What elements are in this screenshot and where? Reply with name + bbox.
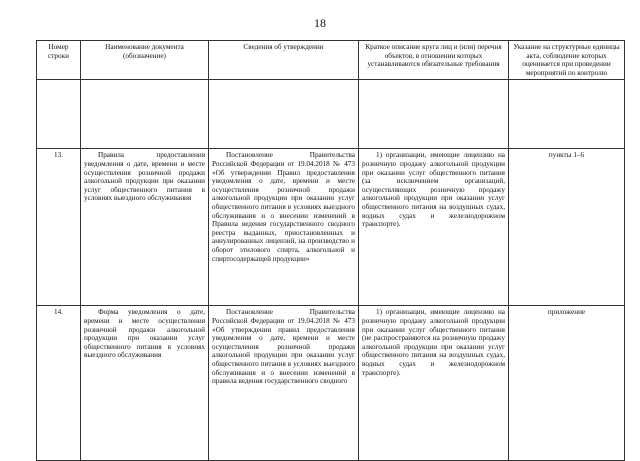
page-number: 18: [314, 16, 326, 30]
header-structural-units: Указание на структурные единицы акта, соблюдение которых оценивается при проведении мероприятий по контролю: [509, 41, 625, 80]
row-number: 14.: [37, 306, 81, 461]
approval-info: [209, 149, 359, 306]
spacer-cell: [81, 80, 209, 149]
header-approval-info: Сведения об утверждении: [209, 41, 359, 80]
row-number: 13.: [37, 149, 81, 306]
spacer-cell: [359, 80, 509, 149]
regulation-table: [36, 40, 625, 461]
document-name: [81, 306, 209, 461]
scope-description-text: 1) организации, имеющие лицензию на розничную продажу алкогольной продукции при оказании услуг общественного питания (не распространяются на розничную продажу алкогольной продукции при оказании услуг общественного питания на воздушных судах, водных судах и железнодорожном транспорте).: [362, 308, 505, 377]
spacer-cell: [37, 80, 81, 149]
header-row-number: Номер строки: [37, 41, 81, 80]
document-name: [81, 149, 209, 306]
scope-description-text: 1) организации, имеющие лицензию на розничную продажу алкогольной продукции при оказании услуг общественного питания (за исключением организаций, осуществляющих розничную продажу алкогольной продукции при оказании услуг общественного питания на воздушных судах, водных судах и железнодорожном транспорте).: [362, 151, 505, 229]
structural-units: пункты 1–6: [509, 149, 625, 306]
header-document-name: Наименование документа (обозначение): [81, 41, 209, 80]
scope-description: [359, 149, 509, 306]
table-row: [37, 306, 625, 461]
table-spacer-row: [37, 80, 625, 149]
approval-info-text: Постановление Правительства Российской Федерации от 19.04.2018 № 473 «Об утверждении правил предоставления уведомления о дате, времени и месте осуществления розничной продажи алкогольной продукции при оказании услуг общественного питания в условиях выездного обслуживания и о внесении изменений в правила ведения государственного сводного: [212, 308, 355, 386]
approval-info: [209, 306, 359, 461]
document-name-text: Форма уведомления о дате, времени и месте осуществления розничной продажи алкогольной продукции при оказании услуг общественного питания в условиях выездного обслуживания: [84, 308, 205, 360]
table-row: [37, 149, 625, 306]
spacer-cell: [209, 80, 359, 149]
header-scope-description: Краткое описание круга лиц и (или) перечня объектов, в отношении которых устанавливаются обязательные требования: [359, 41, 509, 80]
table-header-row: [37, 41, 625, 80]
approval-info-text: Постановление Правительства Российской Федерации от 19.04.2018 № 473 «Об утверждении Правил предоставления уведомления о дате, времени и месте осуществления розничной продажи алкогольной продукции при оказании услуг общественного питания в условиях выездного обслуживания и о внесении изменений в Правила ведения государственного сводного реестра выданных, приостановленных и аннулированных лицензий, на производство и оборот этилового спирта, алкогольной и спиртосодержащей продукции»: [212, 151, 355, 263]
document-name-text: Правила предоставления уведомления о дате, времени и месте осуществления розничной продажи алкогольной продукции при оказании услуг общественного питания в условиях выездного обслуживания: [84, 151, 205, 203]
structural-units: приложение: [509, 306, 625, 461]
scope-description: [359, 306, 509, 461]
spacer-cell: [509, 80, 625, 149]
